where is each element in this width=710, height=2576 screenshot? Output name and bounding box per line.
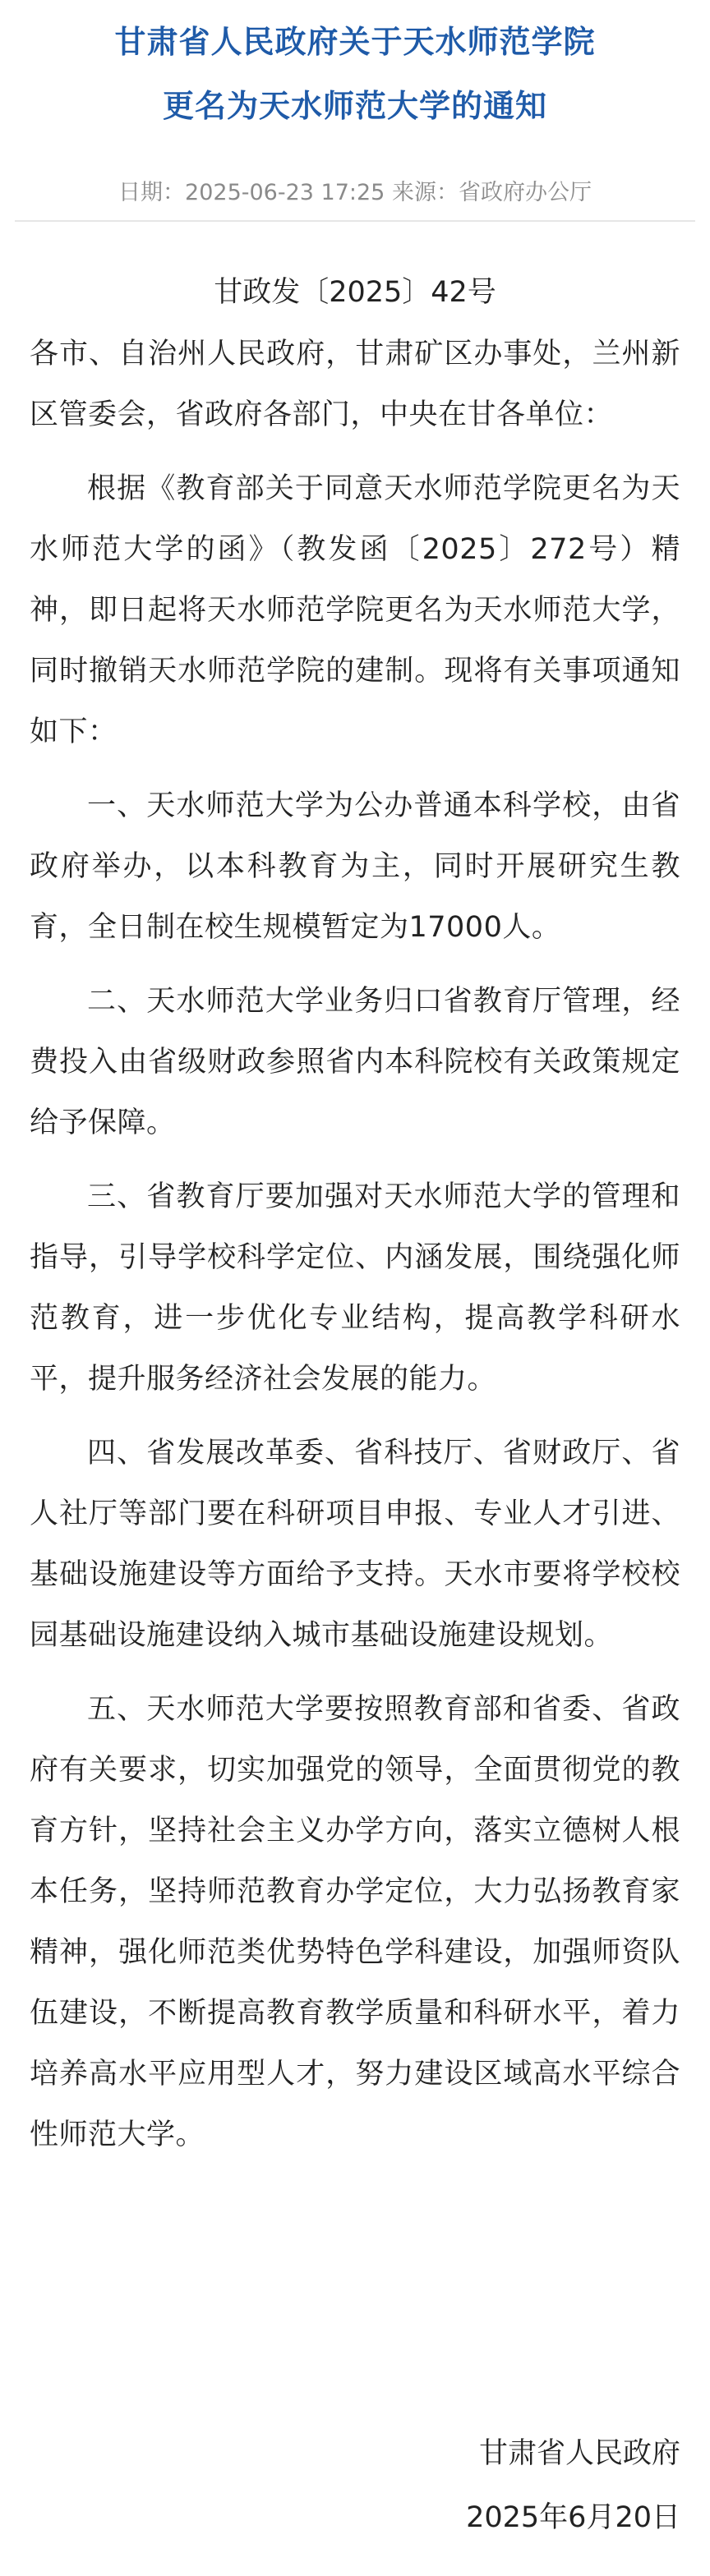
addressee: 各市、自治州人民政府，甘肃矿区办事处，兰州新区管委会，省政府各部门，中央在甘各单位：: [30, 338, 680, 431]
signature-block: [466, 2422, 680, 2550]
article-meta: [0, 174, 710, 206]
paragraph-intro: 根据《教育部关于同意天水师范学院更名为天水师范大学的函》（教发函〔2025〕272号）精神，即日起将天水师范学院更名为天水师范大学，同时撤销天水师范学院的建制。现将有关事项通知如下：: [30, 472, 680, 748]
paragraph-item-1: 一、天水师范大学为公办普通本科学校，由省政府举办，以本科教育为主，同时开展研究生教育，全日制在校生规模暂定为17000人。: [30, 789, 680, 944]
paragraph-item-3: 三、省教育厅要加强对天水师范大学的管理和指导，引导学校科学定位、内涵发展，围绕强化师范教育，进一步优化专业结构，提高教学科研水平，提升服务经济社会发展的能力。: [30, 1180, 680, 1396]
article-title-line-1: 甘肃省人民政府关于天水师范学院: [114, 24, 596, 60]
date-label: 日期：: [118, 180, 186, 205]
source-value: 省政府办公厅: [458, 180, 592, 205]
date-value: 2025-06-23 17:25: [185, 180, 385, 205]
signature-organization: 甘肃省人民政府: [478, 2437, 680, 2470]
paragraph-item-5: 五、天水师范大学要按照教育部和省委、省政府有关要求，切实加强党的领导，全面贯彻党的教育方针，坚持社会主义办学方向，落实立德树人根本任务，坚持师范教育办学定位，大力弘扬教育家精神，强化师范类优势特色学科建设，加强师资队伍建设，不断提高教育教学质量和科研水平，着力培养高水平应用型人才，努力建设区域高水平综合性师范大学。: [30, 1693, 680, 2151]
paragraph-item-2: 二、天水师范大学业务归口省教育厅管理，经费投入由省级财政参照省内本科院校有关政策规定给予保障。: [30, 985, 680, 1139]
article-header: [0, 0, 710, 222]
source-label: 来源：: [391, 180, 459, 205]
document-number: 甘政发〔2025〕42号: [214, 276, 496, 309]
article-title-line-2: 更名为天水师范大学的通知: [162, 88, 547, 124]
paragraph-item-4: 四、省发展改革委、省科技厅、省财政厅、省人社厅等部门要在科研项目申报、专业人才引进、基础设施建设等方面给予支持。天水市要将学校校园基础设施建设纳入城市基础设施建设规划。: [30, 1437, 680, 1652]
signature-date: 2025年6月20日: [466, 2501, 680, 2534]
document-body: [30, 261, 680, 2178]
header-divider: [15, 220, 695, 222]
